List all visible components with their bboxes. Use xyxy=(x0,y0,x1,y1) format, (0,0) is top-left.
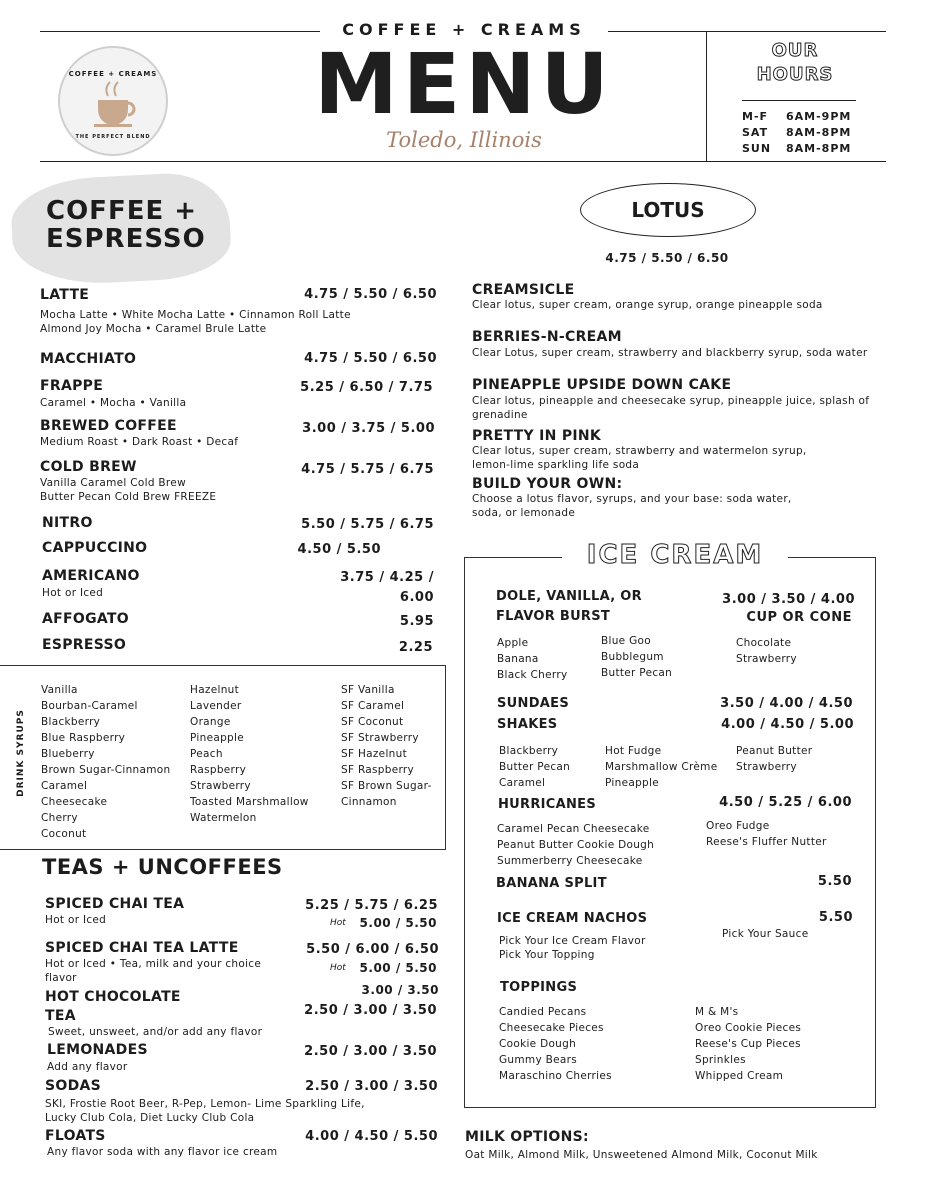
syrups-label: DRINK SYRUPS xyxy=(16,709,26,797)
menu-item-name: FRAPPE xyxy=(40,378,104,394)
menu-item-desc: flavor xyxy=(45,972,77,984)
menu-item-price: 2.50 / 3.00 / 3.50 xyxy=(304,1044,437,1059)
logo xyxy=(58,46,168,156)
menu-item-name: BANANA SPLIT xyxy=(496,876,607,891)
menu-item-name: FLAVOR BURST xyxy=(496,609,611,624)
shake-list-col3: Peanut Butter Strawberry xyxy=(736,745,813,773)
menu-item-name: MACCHIATO xyxy=(40,351,137,367)
menu-item-name: ESPRESSO xyxy=(42,637,127,653)
menu-item-price: 5.25 / 5.75 / 6.25 xyxy=(305,898,438,913)
menu-item-desc: Pick Your Sauce xyxy=(722,928,809,940)
hot-price: 5.00 / 5.50 xyxy=(359,916,437,930)
menu-item-price: 2.50 / 3.00 / 3.50 xyxy=(305,1079,438,1094)
menu-item-desc: Vanilla Caramel Cold Brew xyxy=(40,477,186,489)
hours-title-line1: OUR xyxy=(771,40,819,61)
menu-item-name: CAPPUCCINO xyxy=(42,540,148,556)
coffee-heading-line1: COFFEE + xyxy=(46,196,198,226)
brand-name: COFFEE + CREAMS xyxy=(342,20,586,39)
menu-item-name: PINEAPPLE UPSIDE DOWN CAKE xyxy=(472,377,732,393)
menu-item-price: 4.50 / 5.50 xyxy=(297,542,381,557)
hot-label: Hot xyxy=(330,918,346,928)
menu-item-desc: grenadine xyxy=(472,409,528,421)
toppings-list-col1: Candied Pecans Cheesecake Pieces Cookie Dough Gummy Bears Maraschino Cherries xyxy=(499,1006,612,1082)
milk-heading: MILK OPTIONS: xyxy=(465,1129,589,1145)
menu-item-price: 5.50 / 6.00 / 6.50 xyxy=(306,942,439,957)
flavor-list-col1: Apple Banana Black Cherry xyxy=(497,637,568,681)
menu-item-name: SODAS xyxy=(45,1078,102,1094)
menu-item-name: TOPPINGS xyxy=(500,980,578,995)
lotus-heading: LOTUS xyxy=(580,183,756,237)
menu-item-desc: Pick Your Topping xyxy=(499,949,595,961)
menu-item-desc: Hot or Iced xyxy=(42,587,104,599)
menu-item-price: 5.95 xyxy=(399,614,434,629)
menu-item-desc: Pick Your Ice Cream Flavor xyxy=(499,935,646,947)
menu-item-name: CREAMSICLE xyxy=(472,282,575,298)
menu-item-price: 2.50 / 3.00 / 3.50 xyxy=(304,1003,437,1018)
menu-item-price: 4.75 / 5.75 / 6.75 xyxy=(301,462,434,477)
hot-price: 5.00 / 5.50 xyxy=(359,961,437,975)
shake-list-col1: Blackberry Butter Pecan Caramel xyxy=(499,745,571,789)
menu-item-desc: lemon-lime sparkling life soda xyxy=(472,459,640,471)
menu-item-desc: Clear lotus, pineapple and cheesecake syrup, pineapple juice, splash of xyxy=(472,395,870,407)
menu-item-price: 2.25 xyxy=(398,640,433,655)
menu-item-desc: Caramel • Mocha • Vanilla xyxy=(40,397,187,409)
menu-item-name: SHAKES xyxy=(497,717,558,732)
menu-item-price: 3.00 / 3.75 / 5.00 xyxy=(302,421,435,436)
menu-item-price: 5.25 / 6.50 / 7.75 xyxy=(300,380,433,395)
hurricane-list-col2: Oreo Fudge Reese's Fluffer Nutter xyxy=(706,820,827,848)
menu-item-desc: Any flavor soda with any flavor ice cream xyxy=(47,1146,278,1158)
menu-item-price: 5.50 xyxy=(817,874,852,889)
menu-item-desc: Add any flavor xyxy=(47,1061,128,1073)
syrup-list-col1: Vanilla Bourban-Caramel Blackberry Blue Raspberry Blueberry Brown Sugar-Cinnamon Caramel Cheesecake Cherry Coconut xyxy=(41,684,171,840)
syrup-list-col2: Hazelnut Lavender Orange Pineapple Peach Raspberry Strawberry Toasted Marshmallow Watermelon xyxy=(190,684,309,824)
menu-item-name: SUNDAES xyxy=(497,696,569,711)
page-title: MENU xyxy=(314,35,614,133)
menu-item-name: TEA xyxy=(45,1008,76,1024)
menu-item-desc: SKI, Frostie Root Beer, R-Pep, Lemon- Lime Sparkling Life, xyxy=(45,1098,365,1110)
menu-item-price: 4.00 / 4.50 / 5.00 xyxy=(721,717,854,732)
menu-item-price: 5.50 / 5.75 / 6.75 xyxy=(301,517,434,532)
hours-title-line2: HOURS xyxy=(756,64,834,85)
hours-rule xyxy=(742,100,856,101)
city-name: Toledo, Illinois xyxy=(386,128,542,152)
milk-list: Oat Milk, Almond Milk, Unsweetened Almond Milk, Coconut Milk xyxy=(465,1149,818,1161)
menu-item-name: PRETTY IN PINK xyxy=(472,428,602,444)
menu-item-name: NITRO xyxy=(42,515,93,531)
coffee-heading-line2: ESPRESSO xyxy=(46,224,206,254)
hours-row: SUN 8AM-8PM xyxy=(742,142,852,155)
menu-item-name: AMERICANO xyxy=(42,568,140,584)
menu-item-desc: Hot or Iced • Tea, milk and your choice xyxy=(45,958,262,970)
flavor-list-col2: Blue Goo Bubblegum Butter Pecan xyxy=(601,635,673,679)
teas-heading: TEAS + UNCOFFEES xyxy=(42,855,283,879)
menu-item-name: HURRICANES xyxy=(498,797,597,812)
logo-top-text: COFFEE + CREAMS xyxy=(68,70,158,78)
menu-item-desc: Clear lotus, super cream, strawberry and watermelon syrup, xyxy=(472,445,807,457)
menu-item-name: LATTE xyxy=(40,287,90,303)
menu-item-desc: Almond Joy Mocha • Caramel Brule Latte xyxy=(40,323,267,335)
menu-item-price: 4.75 / 5.50 / 6.50 xyxy=(304,351,437,366)
menu-item-price: 4.75 / 5.50 / 6.50 xyxy=(304,287,437,302)
header-rule-bottom xyxy=(40,161,886,162)
hours-row: SAT 8AM-8PM xyxy=(742,126,852,139)
menu-item-price: 4.50 / 5.25 / 6.00 xyxy=(719,795,852,810)
menu-item-desc: soda, or lemonade xyxy=(472,507,576,519)
menu-item-name: HOT CHOCOLATE xyxy=(45,989,181,1005)
menu-item-name: COLD BREW xyxy=(40,459,137,475)
menu-item-name: BUILD YOUR OWN: xyxy=(472,476,623,492)
menu-item-price: CUP OR CONE xyxy=(746,610,852,625)
flavor-list-col3: Chocolate Strawberry xyxy=(736,637,797,665)
menu-item-price: 5.50 xyxy=(818,910,853,925)
menu-item-price: 6.00 xyxy=(399,590,434,605)
menu-item-name: AFFOGATO xyxy=(42,611,129,627)
extra-price: 3.00 / 3.50 xyxy=(361,983,439,997)
menu-item-desc: Sweet, unsweet, and/or add any flavor xyxy=(48,1026,263,1038)
menu-item-name: SPICED CHAI TEA xyxy=(45,896,185,912)
menu-item-desc: Lucky Club Cola, Diet Lucky Club Cola xyxy=(45,1112,255,1124)
hours-row: M-F 6AM-9PM xyxy=(742,110,852,123)
lotus-price: 4.75 / 5.50 / 6.50 xyxy=(605,251,729,265)
menu-item-name: BREWED COFFEE xyxy=(40,418,177,434)
hot-label: Hot xyxy=(330,963,346,973)
syrup-list-col3: SF Vanilla SF Caramel SF Coconut SF Strawberry SF Hazelnut SF Raspberry SF Brown Sugar- Cinnamon xyxy=(341,684,432,808)
menu-item-desc: Medium Roast • Dark Roast • Decaf xyxy=(40,436,239,448)
ice-cream-heading: ICE CREAM xyxy=(562,540,788,576)
hours-divider xyxy=(706,31,707,161)
menu-item-desc: Clear Lotus, super cream, strawberry and blackberry syrup, soda water xyxy=(472,347,868,359)
menu-item-name: BERRIES-N-CREAM xyxy=(472,329,622,345)
menu-item-name: FLOATS xyxy=(45,1128,106,1144)
logo-bottom-text: THE PERFECT BLEND xyxy=(75,134,151,140)
menu-item-price: 3.50 / 4.00 / 4.50 xyxy=(720,696,853,711)
menu-item-desc: Mocha Latte • White Mocha Latte • Cinnamon Roll Latte xyxy=(40,309,351,321)
menu-item-price: 3.75 / 4.25 / xyxy=(340,570,434,585)
toppings-list-col2: M & M's Oreo Cookie Pieces Reese's Cup Pieces Sprinkles Whipped Cream xyxy=(695,1006,802,1082)
menu-item-name: SPICED CHAI TEA LATTE xyxy=(45,940,239,956)
hurricane-list-col1: Caramel Pecan Cheesecake Peanut Butter Cookie Dough Summerberry Cheesecake xyxy=(497,823,655,867)
menu-item-name: LEMONADES xyxy=(47,1042,148,1058)
menu-item-price: 3.00 / 3.50 / 4.00 xyxy=(722,592,855,607)
shake-list-col2: Hot Fudge Marshmallow Crème Pineapple xyxy=(605,745,718,789)
menu-item-desc: Choose a lotus flavor, syrups, and your base: soda water, xyxy=(472,493,792,505)
menu-item-desc: Butter Pecan Cold Brew FREEZE xyxy=(40,491,217,503)
menu-item-desc: Clear lotus, super cream, orange syrup, orange pineapple soda xyxy=(472,299,823,311)
menu-item-name: DOLE, VANILLA, OR xyxy=(496,589,642,604)
menu-item-desc: Hot or Iced xyxy=(45,914,107,926)
menu-item-name: ICE CREAM NACHOS xyxy=(497,911,648,926)
menu-item-price: 4.00 / 4.50 / 5.50 xyxy=(305,1129,438,1144)
